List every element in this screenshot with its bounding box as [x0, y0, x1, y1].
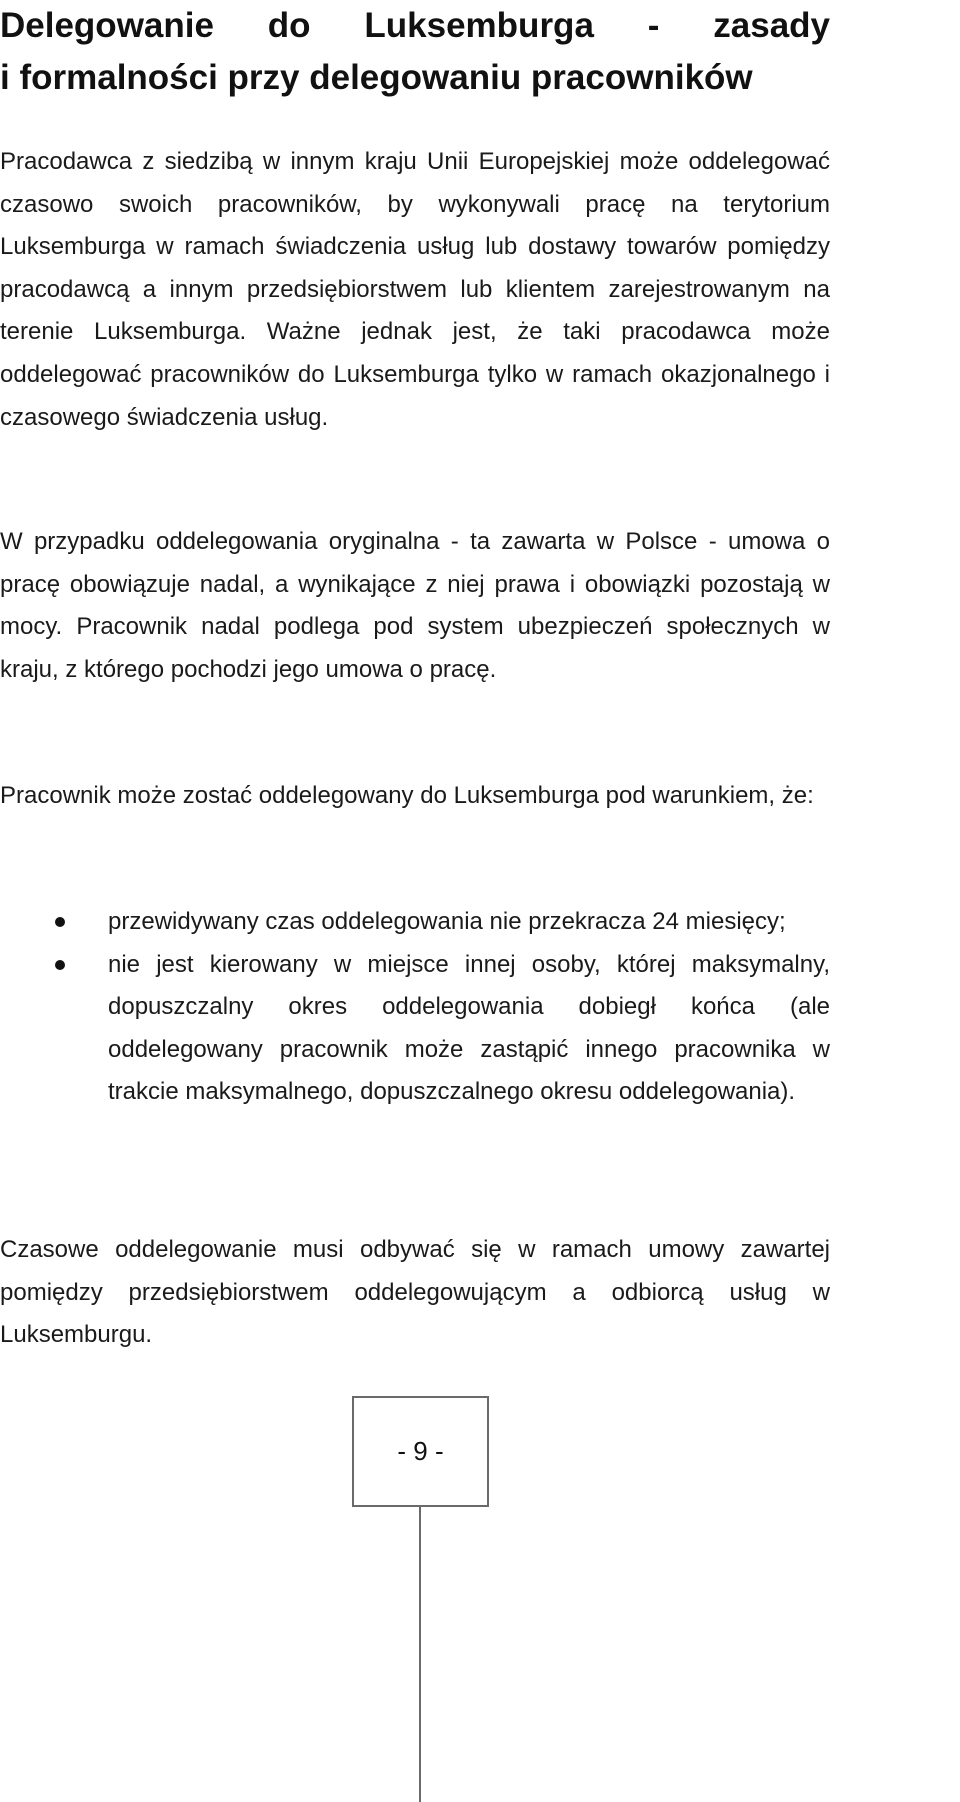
paragraph-1: Pracodawca z siedzibą w innym kraju Unii Europejskiej może oddelegować czasowo swoich pracowników, by wykonywali pracę na terytorium Luksemburga w ramach świadczenia usług lub dostawy towarów pomiędzy pracodawcą a innym przedsiębiorstwem lub klientem zarejestrowanym na terenie Luksemburga. Ważne jednak jest, że taki pracodawca może oddelegować pracowników do Luksemburga tylko w ramach okazjonalnego i czasowego świadczenia usług. [0, 148, 830, 431]
list-item-text: nie jest kierowany w miejsce innej osoby, której maksymalny, dopuszczalny okres oddelegowania dobiegł końca (ale oddelegowany pracownik może zastąpić innego pracownika w trakcie maksymalnego, dopuszczalnego okresu oddelegowania). [108, 950, 830, 1106]
list-item-text: przewidywany czas oddelegowania nie przekracza 24 miesięcy; [108, 908, 786, 935]
list-item [0, 944, 830, 1114]
page-number: - 9 - [397, 1436, 444, 1466]
page-number-stem [419, 1507, 421, 1802]
paragraph-2: W przypadku oddelegowania oryginalna - ta zawarta w Polsce - umowa o pracę obowiązuje nadal, a wynikające z niej prawa i obowiązki pozostają w mocy. Pracownik nadal podlega pod system ubezpieczeń społecznych w kraju, z którego pochodzi jego umowa o pracę. [0, 528, 830, 683]
page-number-box [352, 1396, 489, 1507]
title-line-2: i formalności przy delegowaniu pracowników [0, 58, 753, 97]
paragraph-3: Pracownik może zostać oddelegowany do Luksemburga pod warunkiem, że: [0, 782, 814, 809]
document-title [0, 0, 830, 104]
bullet-icon [55, 960, 65, 970]
title-line-1: Delegowanie do Luksemburga - zasady [0, 6, 830, 45]
conditions-list [0, 901, 830, 1114]
paragraph-4: Czasowe oddelegowanie musi odbywać się w ramach umowy zawartej pomiędzy przedsiębiorstwem oddelegowującym a odbiorcą usług w Luksemburgu. [0, 1236, 830, 1349]
list-item [0, 901, 830, 944]
bullet-icon [55, 917, 65, 927]
